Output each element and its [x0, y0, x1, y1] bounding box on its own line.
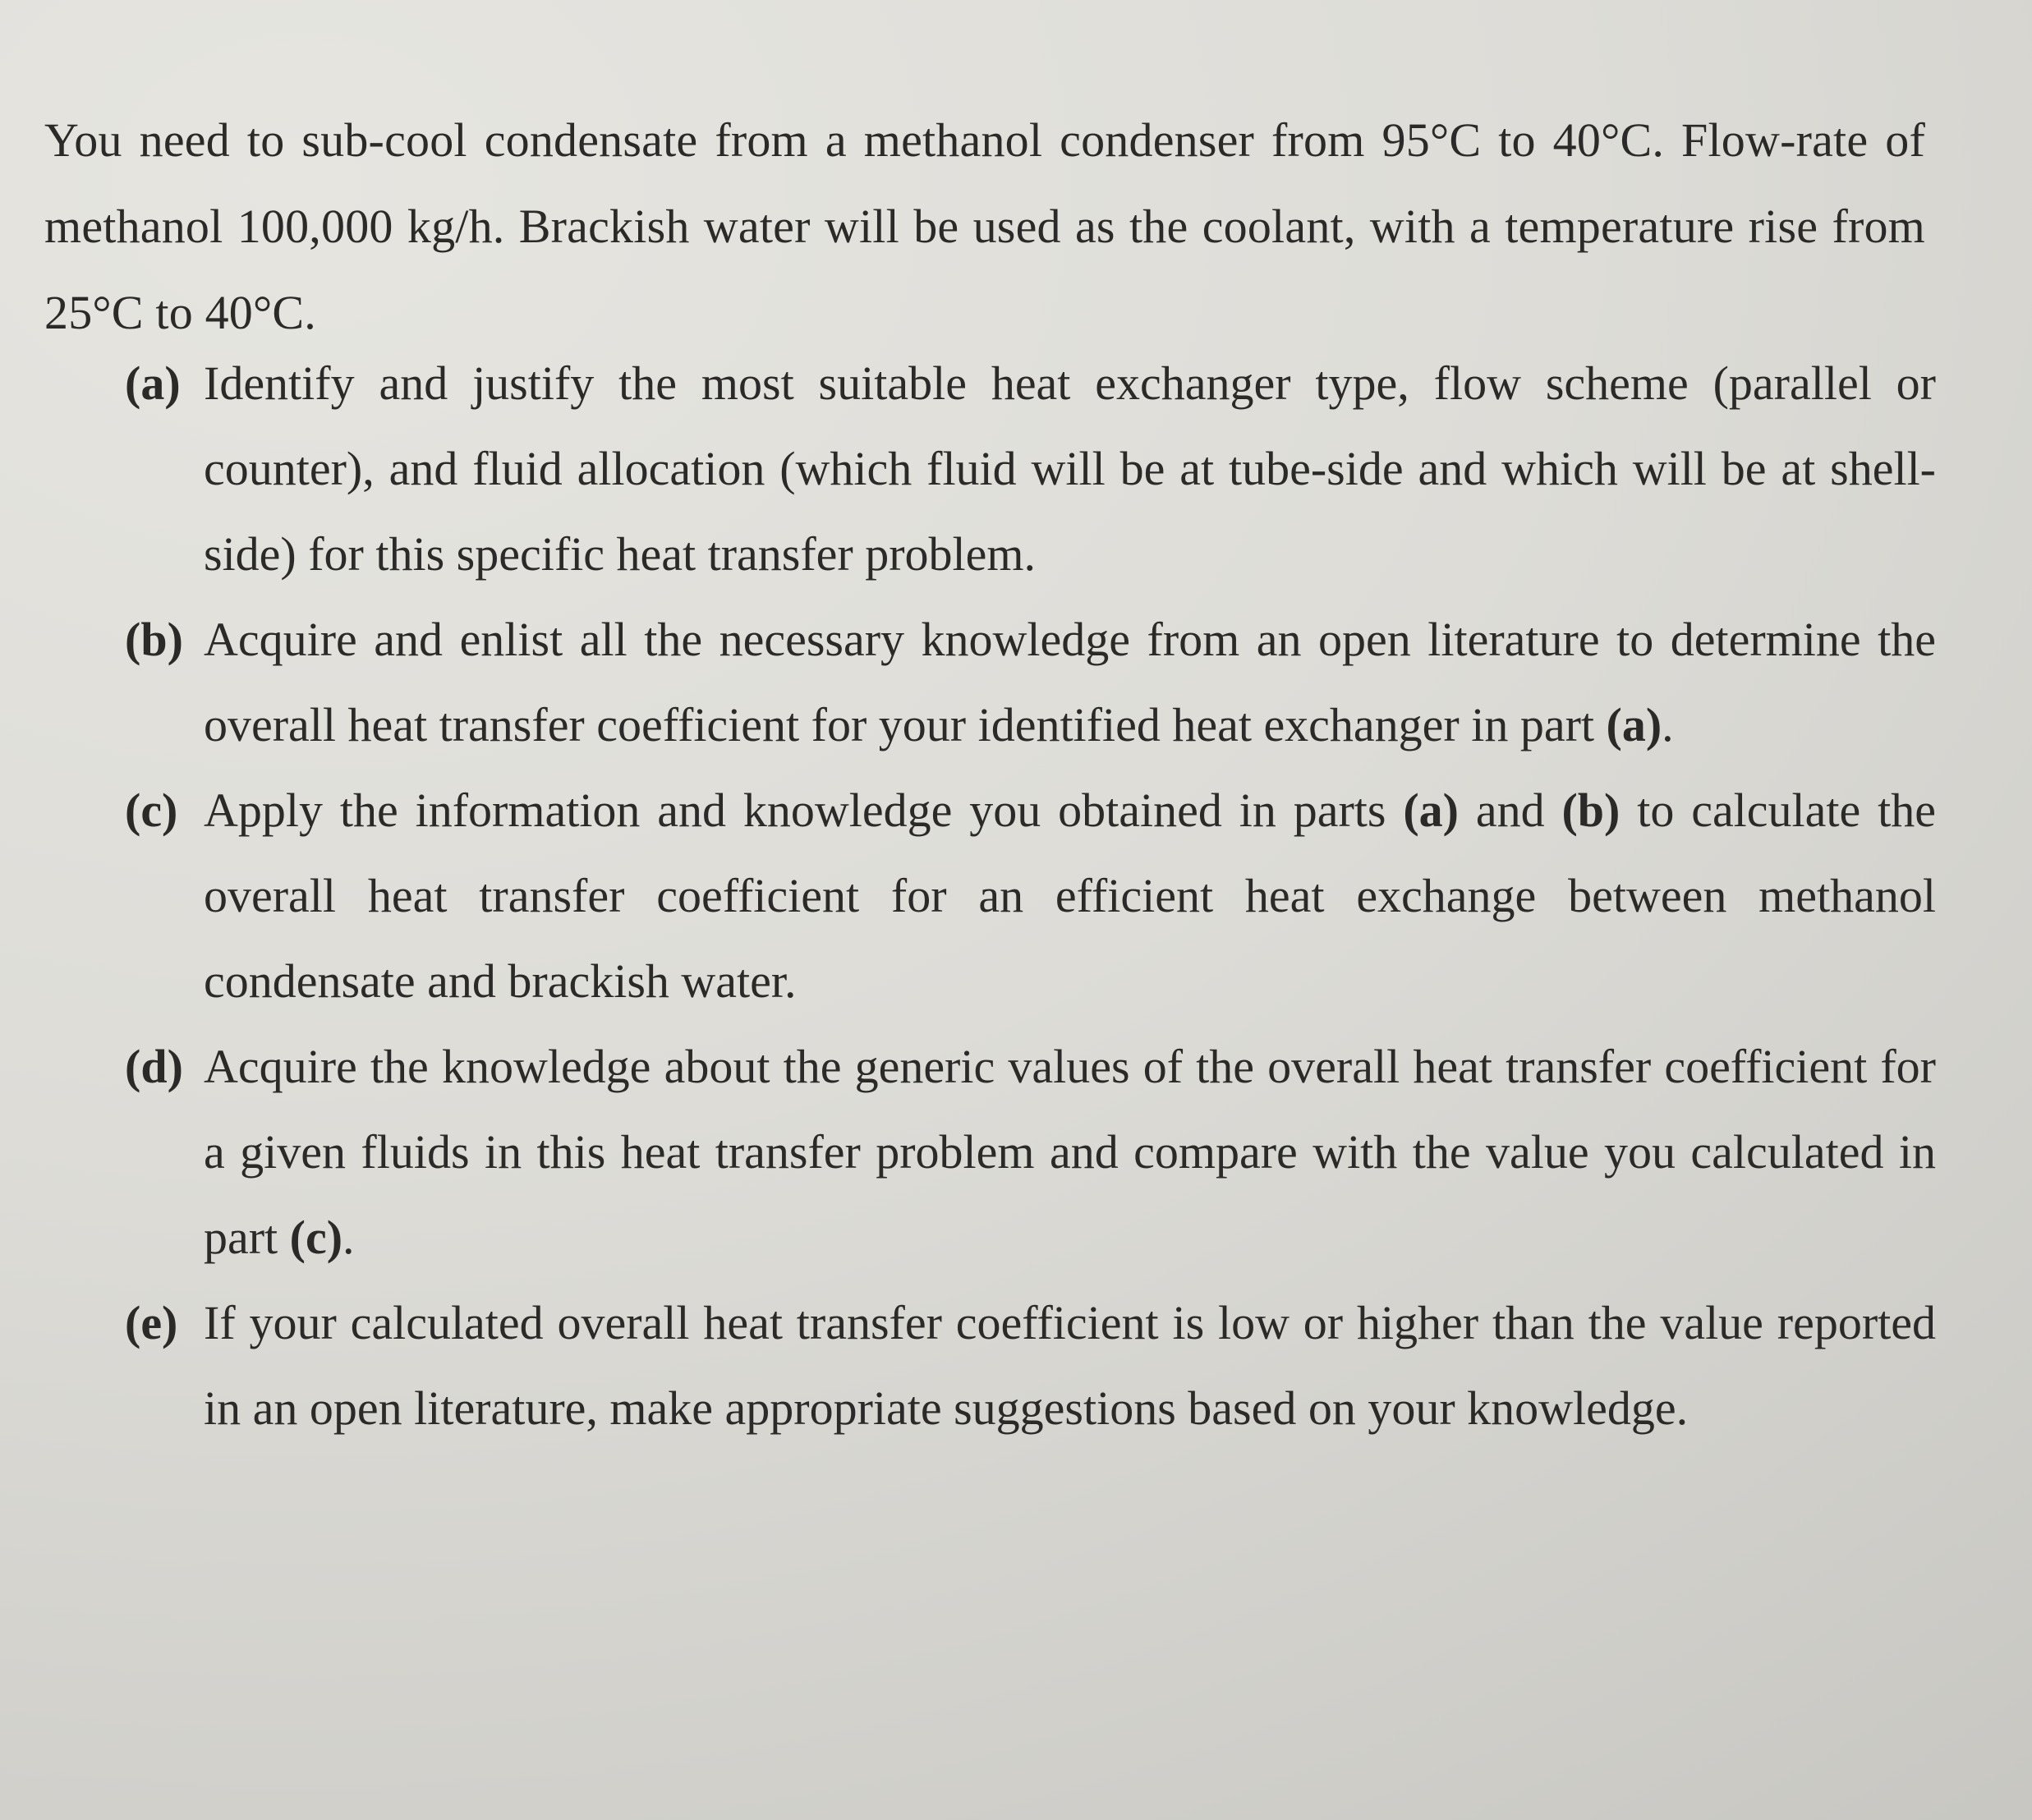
question-a [125, 341, 1936, 597]
question-list [125, 341, 1936, 1451]
question-c-ref-b: (b) [1561, 784, 1621, 837]
question-c-text: Apply the information and knowledge you obtained in parts [204, 784, 1404, 837]
question-b-label: (b) [125, 613, 183, 666]
question-b-text: Acquire and enlist all the necessary knowledge from an open literature to determine the overall heat transfer coefficient for your identified heat exchanger in part [204, 613, 1936, 751]
question-c-label: (c) [125, 784, 178, 837]
problem-statement: You need to sub-cool condensate from a methanol condenser from 95°C to 40°C. Flow-rate of methanol 100,000 kg/h. Brackish water will be used as the coolant, with a temperature rise from 25°C to 40°C. [44, 113, 1925, 339]
question-d [125, 1024, 1936, 1280]
question-e [125, 1280, 1936, 1451]
question-b [125, 597, 1936, 768]
question-d-end: . [342, 1211, 355, 1264]
question-c-and: and [1458, 784, 1562, 837]
question-b-end: . [1662, 698, 1674, 751]
question-e-label: (e) [125, 1296, 178, 1349]
question-c [125, 768, 1936, 1024]
question-d-ref-c: (c) [289, 1211, 343, 1264]
question-e-text: If your calculated overall heat transfer coefficient is low or higher than the value reported in an open literature, make appropriate suggestions based on your knowledge. [204, 1296, 1936, 1435]
question-d-text: Acquire the knowledge about the generic values of the overall heat transfer coefficient for a given fluids in this heat transfer problem and compare with the value you calculated in part [204, 1040, 1936, 1264]
question-c-ref-a: (a) [1403, 784, 1459, 837]
question-a-text: Identify and justify the most suitable heat exchanger type, flow scheme (parallel or counter), and fluid allocation (which fluid will be at tube-side and which will be at shell-side) for this specific heat transfer problem. [204, 356, 1936, 581]
question-c-rest: to calculate the overall heat transfer coefficient for an efficient heat exchange between methanol condensate and brackish water. [204, 784, 1936, 1008]
question-d-label: (d) [125, 1040, 183, 1093]
question-b-ref-a: (a) [1606, 698, 1662, 751]
question-a-label: (a) [125, 356, 181, 410]
